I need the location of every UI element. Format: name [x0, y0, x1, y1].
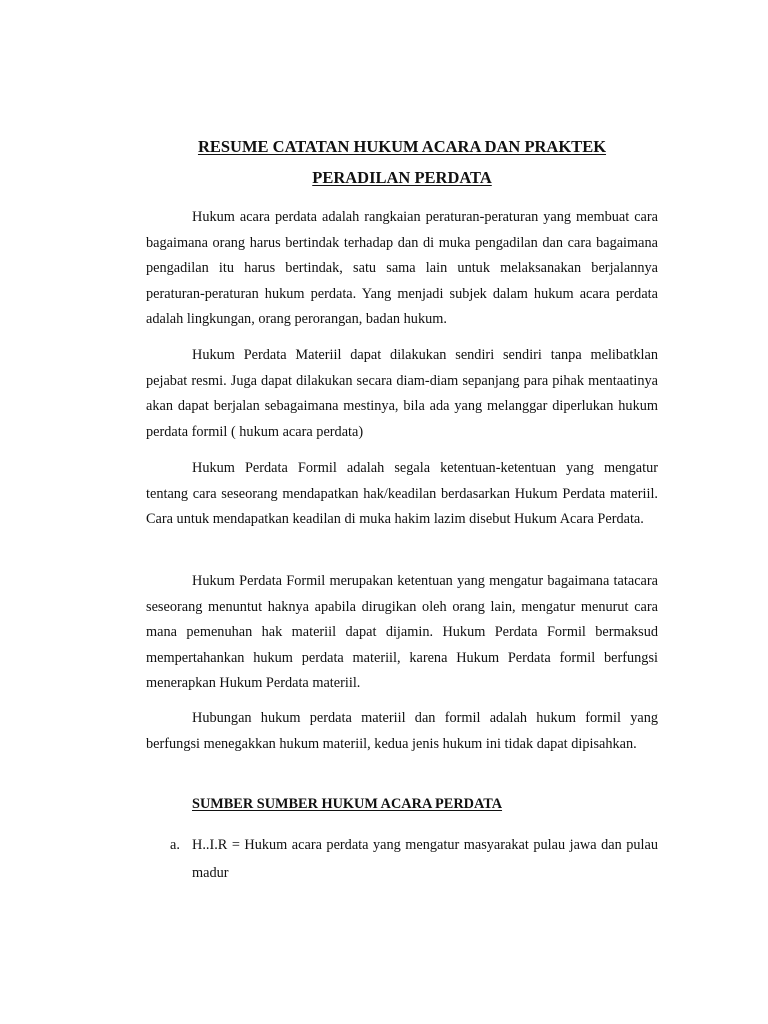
- paragraph-definition: Hukum acara perdata adalah rangkaian peraturan-peraturan yang membuat cara bagaimana orang harus bertindak terhadap dan di muka pengadilan dan cara bagaimana pengadilan itu harus bertindak, satu sama lain untuk melaksanakan berjalannya peraturan-peraturan hukum perdata. Yang menjadi subjek dalam hukum acara perdata adalah lingkungan, orang perorangan, badan hukum.: [146, 209, 658, 327]
- paragraph-materiil: Hukum Perdata Materiil dapat dilakukan sendiri sendiri tanpa melibatklan pejabat resmi. Juga dapat dilakukan secara diam-diam sepanjang para pihak mentaatinya akan dapat berjalan sebagaimana mestinya, bila ada yang melanggar diperlukan hukum perdata formil ( hukum acara perdata): [146, 347, 658, 440]
- sources-list: [146, 831, 658, 887]
- section-heading-sources: SUMBER SUMBER HUKUM ACARA PERDATA: [192, 796, 503, 812]
- list-item: [146, 831, 658, 887]
- list-marker: a.: [170, 837, 180, 853]
- paragraph-formil-function: Hukum Perdata Formil merupakan ketentuan yang mengatur bagaimana tatacara seseorang menuntut haknya apabila dirugikan oleh orang lain, mengatur menurut cara mana pemenuhan hak materiil dapat dijamin. Hukum Perdata Formil bermaksud mempertahankan hukum perdata materiil, karena Hukum Perdata formil berfungsi menerapkan Hukum Perdata materiil.: [146, 573, 658, 691]
- paragraph-formil: Hukum Perdata Formil adalah segala ketentuan-ketentuan yang mengatur tentang cara seseorang mendapatkan hak/keadilan berdasarkan Hukum Perdata materiil. Cara untuk mendapatkan keadilan di muka hakim lazim disebut Hukum Acara Perdata.: [146, 460, 658, 527]
- paragraph-relationship: Hubungan hukum perdata materiil dan formil adalah hukum formil yang berfungsi menegakkan hukum materiil, kedua jenis hukum ini tidak dapat dipisahkan.: [146, 710, 658, 752]
- document-title-line-1: RESUME CATATAN HUKUM ACARA DAN PRAKTEK: [197, 137, 607, 156]
- list-item-text: H..I.R = Hukum acara perdata yang mengatur masyarakat pulau jawa dan pulau madur: [192, 837, 658, 881]
- document-title-line-2: PERADILAN PERDATA: [312, 168, 492, 187]
